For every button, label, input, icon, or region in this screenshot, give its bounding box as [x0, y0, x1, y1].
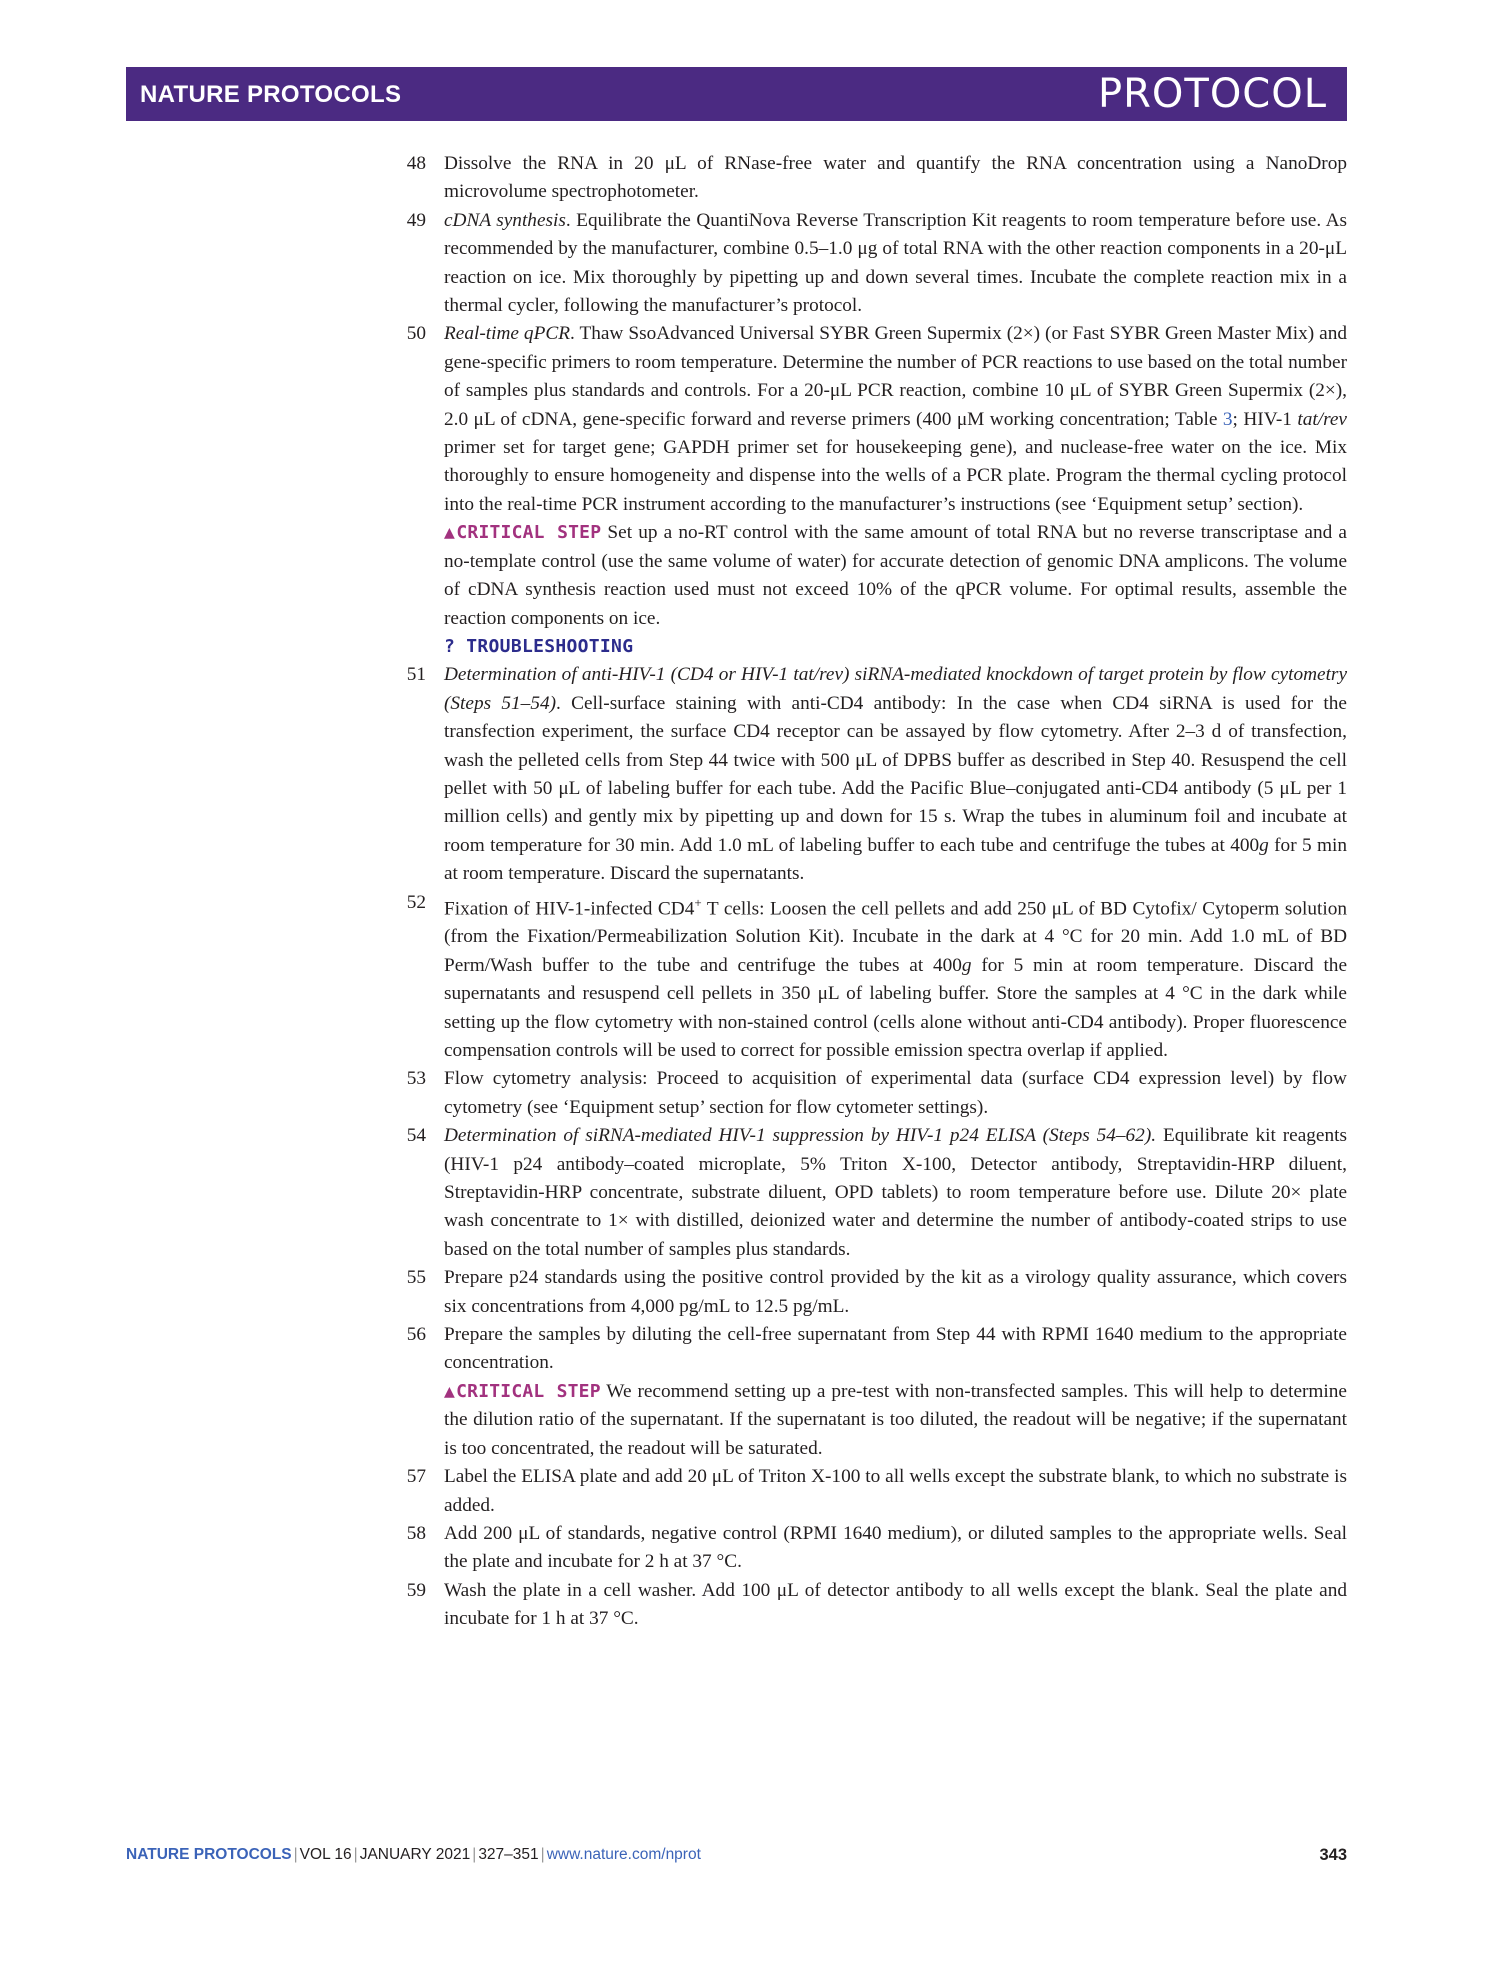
unit-g: g [961, 954, 972, 976]
page-number: 343 [1319, 1846, 1347, 1864]
step-text: primer set for target gene; GAPDH primer set for housekeeping gene), and nuclease-free water on the ice. Mix thoroughly to ensure homogeneity and dispense into the wells of a PCR plate. Program the thermal cycling protocol into the real-time PCR instrument according to the manufacturer’s instructions (see ‘Equipment setup’ section). [444, 437, 1347, 515]
step-59 [400, 1577, 1347, 1634]
step-lead: Determination of siRNA-mediated HIV-1 suppression by HIV-1 p24 ELISA (Steps 54–62). [444, 1125, 1157, 1147]
journal-header-bar [126, 67, 1347, 121]
step-text: Fixation of HIV-1-infected CD4 [444, 897, 695, 919]
journal-name: NATURE PROTOCOLS [140, 81, 402, 108]
step-lead: Determination of anti-HIV-1 (CD4 or HIV-1 tat/rev) siRNA-mediated knockdown of target protein by flow cytometry (Steps 51–54) [444, 664, 1347, 714]
unit-g: g [1259, 834, 1269, 856]
footer-url-link[interactable]: www.nature.com/nprot [546, 1846, 701, 1863]
step-51 [400, 661, 1347, 888]
critical-step-note [444, 1378, 1347, 1463]
step-number: 53 [406, 1068, 426, 1090]
step-text: Prepare the samples by diluting the cell-free supernatant from Step 44 with RPMI 1640 medium to the appropriate concentration. [444, 1324, 1347, 1374]
critical-step-label: ▲CRITICAL STEP [444, 522, 602, 544]
step-48 [400, 150, 1347, 207]
step-50 [400, 320, 1347, 661]
footer-journal: NATURE PROTOCOLS [126, 1846, 292, 1863]
footer-issue: JANUARY 2021 [359, 1846, 471, 1863]
step-text: Wash the plate in a cell washer. Add 100 μL of detector antibody to all wells except the blank. Seal the plate and incubate for 1 h at 37 °C. [444, 1579, 1347, 1630]
superscript-plus: + [694, 894, 702, 910]
step-text: . Cell-surface staining with anti-CD4 antibody: In the case when CD4 siRNA is used for the transfection experiment, the surface CD4 receptor can be assayed by flow cytometry. After 2–3 d of transfection, wash the pelleted cells from Step 44 twice with 500 μL of DPBS buffer as described in Step 40. Resuspend the cell pellet with 50 μL of labeling buffer for each tube. Add the Pacific Blue–conjugated anti-CD4 antibody (5 μL per 1 million cells) and gently mix by pipetting up and down for 15 s. Wrap the tubes in aluminum foil and incubate at room temperature for 30 min. Add 1.0 mL of labeling buffer to each tube and centrifuge the tubes at 400 [444, 692, 1347, 856]
step-number: 54 [406, 1125, 426, 1147]
table-3-link[interactable]: 3 [1222, 408, 1233, 430]
step-text: . Equilibrate the QuantiNova Reverse Transcription Kit reagents to room temperature before use. As recommended by the manufacturer, combine 0.5–1.0 μg of total RNA with the other reaction components in a 20-μL reaction on ice. Mix thoroughly by pipetting up and down several times. Incubate the complete reaction mix in a thermal cycler, following the manufacturer’s protocol. [444, 209, 1348, 317]
step-number: 57 [406, 1466, 426, 1488]
step-number: 52 [406, 891, 426, 913]
step-number: 56 [406, 1324, 426, 1346]
footer-citation: NATURE PROTOCOLS | VOL 16 | JANUARY 2021 | 327–351 | www.nature.com/nprot [126, 1846, 701, 1863]
step-57 [400, 1463, 1347, 1520]
footer-volume: VOL 16 [299, 1846, 352, 1863]
troubleshooting-label: ? TROUBLESHOOTING [444, 635, 634, 657]
article-type: PROTOCOL [1097, 71, 1327, 117]
step-text: T cells: Loosen the cell pellets and add 250 μL of BD Cytofix/ Cytoperm solution (from the Fixation/Permeabilization Solution Kit). Incubate in the dark at 4 °C for 20 min. Add 1.0 mL of BD Perm/Wash buffer to the tube and centrifuge the tubes at 400 [444, 897, 1347, 976]
critical-step-note [444, 519, 1347, 633]
step-number: 50 [406, 323, 426, 345]
step-text: for 5 min at room temperature. Discard the supernatants and resuspend cell pellets in 350 μL of labeling buffer. Store the samples at 4 °C in the dark while setting up the flow cytometry with non-stained control (cells alone without anti-CD4 antibody). Proper fluorescence compensation controls will be used to correct for possible emission spectra overlap if applied. [444, 954, 1348, 1062]
critical-step-label: ▲CRITICAL STEP [444, 1380, 601, 1402]
critical-step-text: We recommend setting up a pre-test with non-transfected samples. This will help to determine the dilution ratio of the supernatant. If the supernatant is too diluted, the readout will be negative; if the supernatant is too concentrated, the readout will be saturated. [444, 1380, 1347, 1459]
critical-step-text: Set up a no-RT control with the same amount of total RNA but no reverse transcriptase and a no-template control (use the same volume of water) for accurate detection of genomic DNA amplicons. The volume of cDNA synthesis reaction used must not exceed 10% of the qPCR volume. For optimal results, assemble the reaction components on ice. [444, 522, 1347, 629]
step-55 [400, 1264, 1347, 1321]
step-text: Flow cytometry analysis: Proceed to acquisition of experimental data (surface CD4 expression level) by flow cytometry (see ‘Equipment setup’ section for flow cytometer settings). [444, 1068, 1347, 1118]
page-footer [126, 1846, 1347, 1870]
step-text: Equilibrate kit reagents (HIV-1 p24 antibody–coated microplate, 5% Triton X-100, Detector antibody, Streptavidin-HRP diluent, Streptavidin-HRP concentrate, substrate diluent, OPD tablets) to room temperature before use. Dilute 20× plate wash concentrate to 1× with distilled, deionized water and determine the number of antibody-coated strips to use based on the total number of samples plus standards. [444, 1125, 1347, 1260]
step-text: ; HIV-1 [1232, 408, 1298, 430]
step-text: Label the ELISA plate and add 20 μL of Triton X-100 to all wells except the substrate blank, to which no substrate is added. [444, 1466, 1347, 1516]
gene-name: tat/rev [1297, 408, 1347, 430]
step-text: Dissolve the RNA in 20 μL of RNase-free water and quantify the RNA concentration using a NanoDrop microvolume spectrophotometer. [444, 153, 1347, 203]
step-lead: cDNA synthesis [444, 209, 566, 231]
step-text: Prepare p24 standards using the positive control provided by the kit as a virology quality assurance, which covers six concentrations from 4,000 pg/mL to 12.5 pg/mL. [444, 1267, 1347, 1317]
step-number: 51 [406, 664, 426, 686]
step-lead: Real-time qPCR [444, 323, 570, 345]
step-text: for 5 min at room temperature. Discard the supernatants. [444, 834, 1347, 885]
step-49 [400, 207, 1347, 321]
step-number: 58 [406, 1522, 426, 1544]
step-text: Add 200 μL of standards, negative control (RPMI 1640 medium), or diluted samples to the appropriate wells. Seal the plate and incubate for 2 h at 37 °C. [444, 1522, 1347, 1573]
step-number: 48 [406, 153, 426, 174]
step-53 [400, 1065, 1347, 1122]
protocol-steps [400, 150, 1347, 1634]
step-54 [400, 1122, 1347, 1264]
step-56 [400, 1321, 1347, 1463]
step-58 [400, 1520, 1347, 1577]
step-number: 49 [406, 209, 426, 231]
step-number: 55 [406, 1267, 426, 1289]
footer-pages: 327–351 [478, 1846, 539, 1863]
step-52 [400, 889, 1347, 1066]
step-text: . Thaw SsoAdvanced Universal SYBR Green Supermix (2×) (or Fast SYBR Green Master Mix) and gene-specific primers to room temperature. Determine the number of PCR reactions to use based on the total number of samples plus standards and controls. For a 20-μL PCR reaction, combine 10 μL of SYBR Green Supermix (2×), 2.0 μL of cDNA, gene-specific forward and reverse primers (400 μM working concentration; Table [444, 323, 1348, 430]
step-number: 59 [406, 1579, 426, 1601]
